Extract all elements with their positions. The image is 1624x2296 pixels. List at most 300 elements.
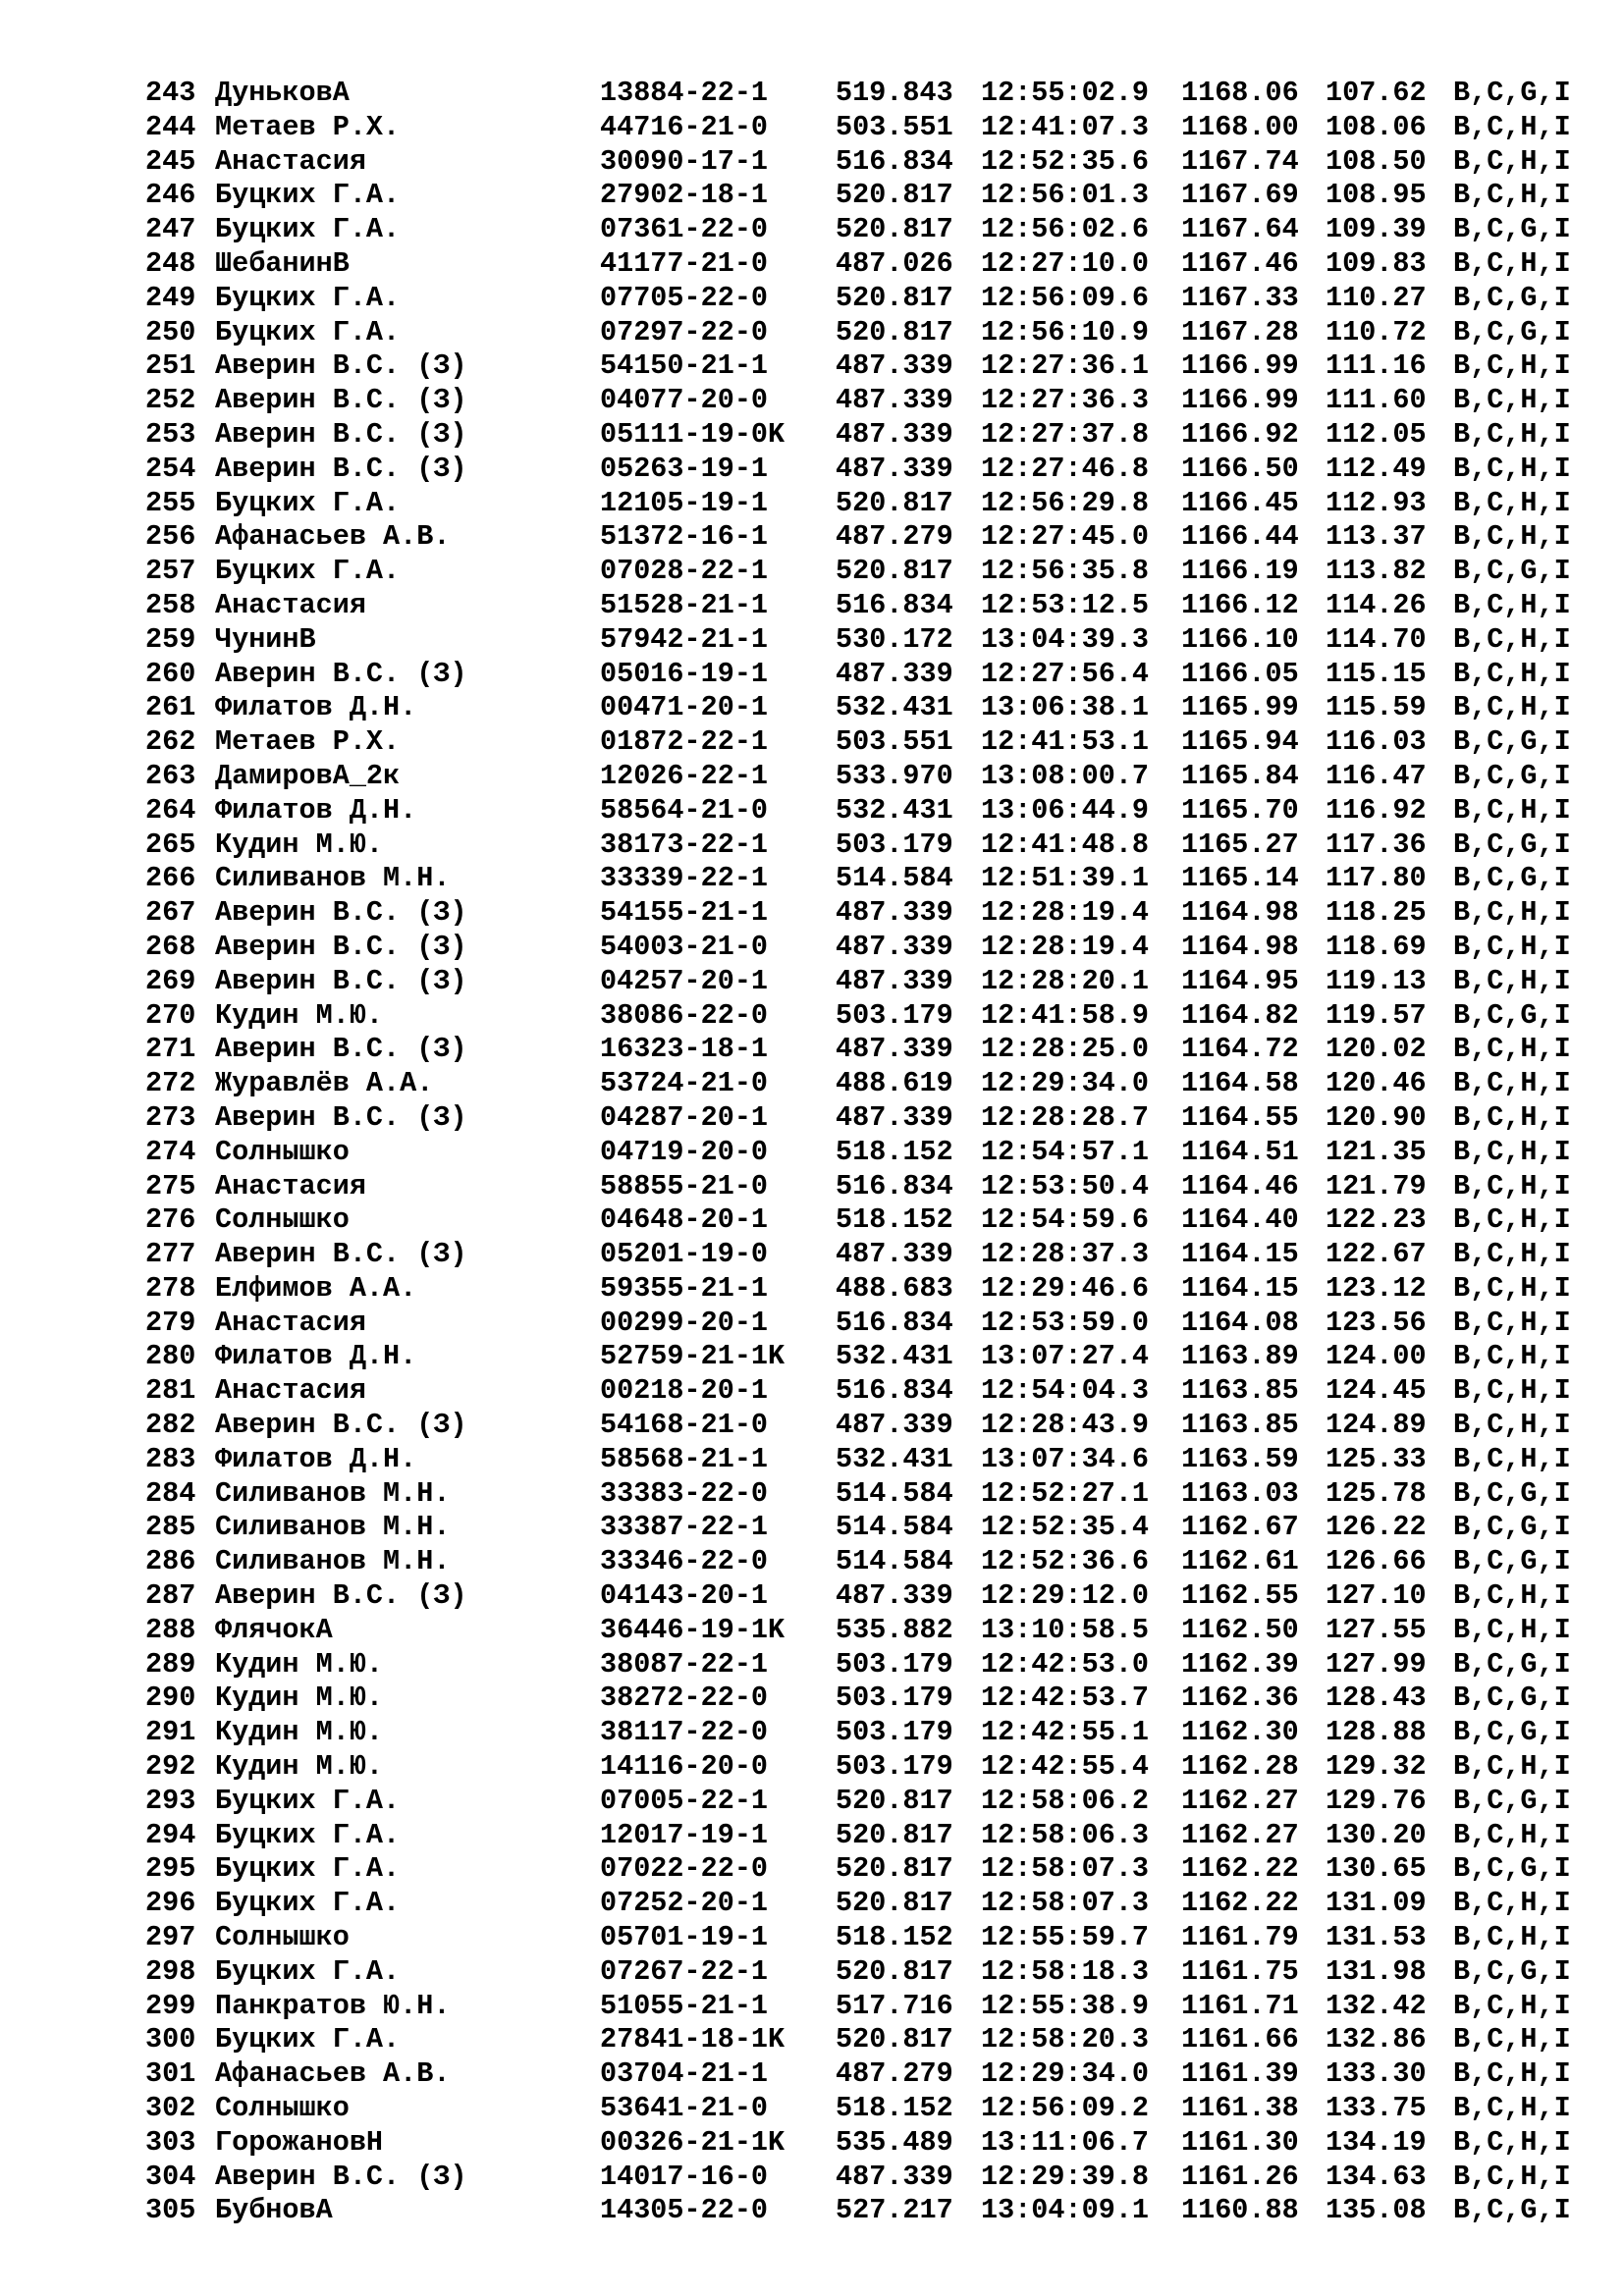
category-flags: B,C,G,I [1453,1954,1571,1988]
speed: 1167.69 [1181,179,1299,212]
speed: 1164.95 [1181,964,1299,997]
points: 123.56 [1326,1306,1427,1339]
distance: 488.683 [836,1271,953,1305]
table-row [145,1579,1591,1614]
speed: 1167.28 [1181,315,1299,348]
points: 111.16 [1326,349,1427,383]
ring-number: 16323-18-1 [600,1033,769,1066]
category-flags: B,C,H,I [1453,657,1571,690]
arrival-time: 12:27:37.8 [981,417,1150,451]
table-row [145,1682,1591,1716]
place-number: 253 [145,417,196,451]
distance: 514.584 [836,1476,953,1510]
speed: 1164.46 [1181,1169,1299,1202]
ring-number: 03704-21-1 [600,2057,769,2091]
ring-number: 54150-21-1 [600,349,769,383]
points: 114.26 [1326,588,1427,621]
ring-number: 54003-21-0 [600,930,769,963]
distance: 514.584 [836,1511,953,1544]
category-flags: B,C,H,I [1453,144,1571,178]
ring-number: 33387-22-1 [600,1511,769,1544]
fancier-name: Буцких Г.А. [215,1954,401,1988]
speed: 1161.39 [1181,2057,1299,2091]
points: 131.98 [1326,1954,1427,1988]
ring-number: 00218-20-1 [600,1374,769,1408]
table-row [145,349,1591,384]
place-number: 305 [145,2194,196,2227]
points: 111.60 [1326,384,1427,417]
fancier-name: Панкратов Ю.Н. [215,1989,451,2022]
category-flags: B,C,H,I [1453,384,1571,417]
ring-number: 51528-21-1 [600,588,769,621]
points: 114.70 [1326,622,1427,656]
ring-number: 07267-22-1 [600,1954,769,1988]
table-row [145,965,1591,999]
category-flags: B,C,G,I [1453,725,1571,759]
table-row [145,1067,1591,1101]
place-number: 286 [145,1545,196,1578]
table-row [145,1340,1591,1374]
distance: 532.431 [836,691,953,724]
points: 121.35 [1326,1135,1427,1168]
category-flags: B,C,G,I [1453,862,1571,895]
arrival-time: 12:27:36.3 [981,384,1150,417]
category-flags: B,C,H,I [1453,2125,1571,2159]
points: 121.79 [1326,1169,1427,1202]
category-flags: B,C,H,I [1453,1442,1571,1475]
speed: 1162.27 [1181,1784,1299,1817]
place-number: 302 [145,2092,196,2125]
table-row [145,828,1591,863]
speed: 1164.72 [1181,1033,1299,1066]
place-number: 270 [145,998,196,1032]
fancier-name: Анастасия [215,1169,366,1202]
speed: 1161.26 [1181,2160,1299,2193]
distance: 503.551 [836,725,953,759]
fancier-name: Кудин М.Ю. [215,998,384,1032]
speed: 1162.61 [1181,1545,1299,1578]
distance: 516.834 [836,144,953,178]
fancier-name: Аверин В.С. (З) [215,1409,467,1442]
ring-number: 12105-19-1 [600,486,769,519]
table-row [145,111,1591,145]
arrival-time: 12:55:02.9 [981,77,1150,109]
place-number: 266 [145,862,196,895]
table-row [145,1955,1591,1990]
table-row [145,179,1591,213]
fancier-name: Анастасия [215,144,366,178]
points: 132.42 [1326,1989,1427,2022]
arrival-time: 12:58:06.2 [981,1784,1150,1817]
points: 134.63 [1326,2160,1427,2193]
points: 128.88 [1326,1716,1427,1749]
category-flags: B,C,H,I [1453,1067,1571,1100]
fancier-name: Буцких Г.А. [215,179,401,212]
category-flags: B,C,G,I [1453,1511,1571,1544]
table-row [145,589,1591,623]
ring-number: 54155-21-1 [600,896,769,930]
table-row [145,282,1591,316]
place-number: 299 [145,1989,196,2022]
ring-number: 04077-20-0 [600,384,769,417]
place-number: 256 [145,520,196,554]
points: 115.59 [1326,691,1427,724]
category-flags: B,C,H,I [1453,2160,1571,2193]
table-row [145,760,1591,794]
fancier-name: Аверин В.С. (З) [215,657,467,690]
place-number: 257 [145,555,196,588]
distance: 520.817 [836,1852,953,1886]
table-row [145,145,1591,180]
table-row [145,2126,1591,2161]
points: 124.45 [1326,1374,1427,1408]
place-number: 303 [145,2125,196,2159]
distance: 487.339 [836,896,953,930]
distance: 514.584 [836,1545,953,1578]
fancier-name: ДамировА_2к [215,759,401,792]
speed: 1160.88 [1181,2194,1299,2227]
arrival-time: 12:58:07.3 [981,1852,1150,1886]
ring-number: 52759-21-1K [600,1340,785,1373]
points: 123.12 [1326,1271,1427,1305]
category-flags: B,C,H,I [1453,1033,1571,1066]
category-flags: B,C,H,I [1453,1238,1571,1271]
speed: 1162.22 [1181,1852,1299,1886]
distance: 518.152 [836,1203,953,1237]
speed: 1165.99 [1181,691,1299,724]
arrival-time: 12:28:19.4 [981,930,1150,963]
place-number: 268 [145,930,196,963]
speed: 1162.28 [1181,1750,1299,1784]
table-row [145,1101,1591,1136]
speed: 1161.75 [1181,1954,1299,1988]
distance: 532.431 [836,1340,953,1373]
ring-number: 51055-21-1 [600,1989,769,2022]
speed: 1166.44 [1181,520,1299,554]
place-number: 259 [145,622,196,656]
ring-number: 38173-22-1 [600,828,769,861]
fancier-name: Солнышко [215,1135,350,1168]
speed: 1162.36 [1181,1682,1299,1715]
ring-number: 27902-18-1 [600,179,769,212]
table-row [145,1238,1591,1272]
table-row [145,896,1591,931]
fancier-name: Буцких Г.А. [215,1818,401,1851]
ring-number: 54168-21-0 [600,1409,769,1442]
place-number: 247 [145,213,196,246]
speed: 1163.89 [1181,1340,1299,1373]
speed: 1164.08 [1181,1306,1299,1339]
place-number: 304 [145,2160,196,2193]
ring-number: 04719-20-0 [600,1135,769,1168]
fancier-name: Аверин В.С. (З) [215,384,467,417]
results-list [145,77,1591,2228]
distance: 487.279 [836,2057,953,2091]
category-flags: B,C,H,I [1453,1169,1571,1202]
distance: 520.817 [836,179,953,212]
fancier-name: Анастасия [215,1306,366,1339]
category-flags: B,C,H,I [1453,486,1571,519]
points: 130.20 [1326,1818,1427,1851]
table-row [145,1443,1591,1477]
fancier-name: Журавлёв А.А. [215,1067,434,1100]
arrival-time: 12:52:35.4 [981,1511,1150,1544]
points: 107.62 [1326,77,1427,109]
ring-number: 01872-22-1 [600,725,769,759]
arrival-time: 12:56:09.6 [981,281,1150,314]
points: 130.65 [1326,1852,1427,1886]
distance: 503.179 [836,828,953,861]
ring-number: 07705-22-0 [600,281,769,314]
category-flags: B,C,H,I [1453,1613,1571,1646]
ring-number: 14305-22-0 [600,2194,769,2227]
fancier-name: Буцких Г.А. [215,555,401,588]
points: 117.80 [1326,862,1427,895]
points: 127.55 [1326,1613,1427,1646]
arrival-time: 12:27:46.8 [981,452,1150,485]
category-flags: B,C,G,I [1453,281,1571,314]
speed: 1165.70 [1181,793,1299,827]
place-number: 255 [145,486,196,519]
category-flags: B,C,H,I [1453,2092,1571,2125]
table-row [145,1374,1591,1409]
points: 127.99 [1326,1647,1427,1681]
ring-number: 04648-20-1 [600,1203,769,1237]
place-number: 251 [145,349,196,383]
ring-number: 00471-20-1 [600,691,769,724]
ring-number: 38086-22-0 [600,998,769,1032]
points: 108.50 [1326,144,1427,178]
place-number: 301 [145,2057,196,2091]
category-flags: B,C,G,I [1453,998,1571,1032]
place-number: 284 [145,1476,196,1510]
arrival-time: 12:52:35.6 [981,144,1150,178]
place-number: 243 [145,77,196,109]
table-row [145,2161,1591,2195]
arrival-time: 12:54:04.3 [981,1374,1150,1408]
points: 128.43 [1326,1682,1427,1715]
ring-number: 07297-22-0 [600,315,769,348]
fancier-name: Солнышко [215,1203,350,1237]
distance: 487.279 [836,520,953,554]
place-number: 294 [145,1818,196,1851]
distance: 503.179 [836,1647,953,1681]
points: 119.57 [1326,998,1427,1032]
arrival-time: 12:51:39.1 [981,862,1150,895]
speed: 1164.98 [1181,930,1299,963]
category-flags: B,C,H,I [1453,1818,1571,1851]
distance: 527.217 [836,2194,953,2227]
fancier-name: Метаев Р.Х. [215,725,401,759]
points: 108.95 [1326,179,1427,212]
arrival-time: 12:42:53.7 [981,1682,1150,1715]
speed: 1161.38 [1181,2092,1299,2125]
points: 118.69 [1326,930,1427,963]
fancier-name: Силиванов М.Н. [215,1476,451,1510]
place-number: 296 [145,1887,196,1920]
table-row [145,1614,1591,1648]
place-number: 276 [145,1203,196,1237]
distance: 487.339 [836,1100,953,1134]
place-number: 258 [145,588,196,621]
distance: 516.834 [836,588,953,621]
arrival-time: 12:42:55.4 [981,1750,1150,1784]
place-number: 291 [145,1716,196,1749]
ring-number: 00326-21-1K [600,2125,785,2159]
distance: 487.339 [836,349,953,383]
arrival-time: 12:27:10.0 [981,246,1150,280]
speed: 1162.39 [1181,1647,1299,1681]
points: 113.82 [1326,555,1427,588]
fancier-name: Буцких Г.А. [215,1887,401,1920]
arrival-time: 12:55:38.9 [981,1989,1150,2022]
fancier-name: Буцких Г.А. [215,213,401,246]
points: 108.06 [1326,110,1427,143]
speed: 1164.82 [1181,998,1299,1032]
ring-number: 33339-22-1 [600,862,769,895]
points: 134.19 [1326,2125,1427,2159]
distance: 518.152 [836,2092,953,2125]
arrival-time: 12:41:07.3 [981,110,1150,143]
fancier-name: Кудин М.Ю. [215,1647,384,1681]
fancier-name: Буцких Г.А. [215,486,401,519]
distance: 535.882 [836,1613,953,1646]
speed: 1165.27 [1181,828,1299,861]
category-flags: B,C,H,I [1453,1374,1571,1408]
fancier-name: ЧунинВ [215,622,316,656]
ring-number: 58564-21-0 [600,793,769,827]
place-number: 298 [145,1954,196,1988]
ring-number: 58855-21-0 [600,1169,769,1202]
ring-number: 13884-22-1 [600,77,769,109]
distance: 503.179 [836,998,953,1032]
place-number: 275 [145,1169,196,1202]
fancier-name: Аверин В.С. (З) [215,1100,467,1134]
arrival-time: 13:07:34.6 [981,1442,1150,1475]
arrival-time: 13:06:44.9 [981,793,1150,827]
speed: 1166.99 [1181,349,1299,383]
category-flags: B,C,H,I [1453,1203,1571,1237]
speed: 1168.00 [1181,110,1299,143]
category-flags: B,C,H,I [1453,1135,1571,1168]
distance: 487.339 [836,452,953,485]
points: 112.49 [1326,452,1427,485]
arrival-time: 12:29:46.6 [981,1271,1150,1305]
table-row [145,487,1591,521]
arrival-time: 12:58:18.3 [981,1954,1150,1988]
speed: 1162.50 [1181,1613,1299,1646]
arrival-time: 12:28:28.7 [981,1100,1150,1134]
category-flags: B,C,H,I [1453,520,1571,554]
distance: 488.619 [836,1067,953,1100]
table-row [145,1750,1591,1785]
table-row [145,1477,1591,1512]
arrival-time: 12:56:09.2 [981,2092,1150,2125]
ring-number: 59355-21-1 [600,1271,769,1305]
ring-number: 58568-21-1 [600,1442,769,1475]
arrival-time: 12:29:39.8 [981,2160,1150,2193]
category-flags: B,C,H,I [1453,896,1571,930]
points: 122.23 [1326,1203,1427,1237]
place-number: 261 [145,691,196,724]
fancier-name: Кудин М.Ю. [215,1716,384,1749]
place-number: 244 [145,110,196,143]
arrival-time: 12:28:25.0 [981,1033,1150,1066]
speed: 1167.74 [1181,144,1299,178]
points: 116.92 [1326,793,1427,827]
points: 113.37 [1326,520,1427,554]
category-flags: B,C,H,I [1453,691,1571,724]
table-row [145,555,1591,589]
distance: 503.179 [836,1716,953,1749]
distance: 520.817 [836,1954,953,1988]
fancier-name: Анастасия [215,1374,366,1408]
place-number: 274 [145,1135,196,1168]
place-number: 269 [145,964,196,997]
speed: 1168.06 [1181,77,1299,109]
arrival-time: 13:06:38.1 [981,691,1150,724]
table-row [145,1136,1591,1170]
arrival-time: 13:04:39.3 [981,622,1150,656]
fancier-name: Силиванов М.Н. [215,1511,451,1544]
place-number: 246 [145,179,196,212]
category-flags: B,C,H,I [1453,452,1571,485]
speed: 1163.85 [1181,1374,1299,1408]
points: 133.75 [1326,2092,1427,2125]
points: 115.15 [1326,657,1427,690]
points: 124.89 [1326,1409,1427,1442]
speed: 1165.84 [1181,759,1299,792]
arrival-time: 12:58:20.3 [981,2023,1150,2056]
fancier-name: Аверин В.С. (З) [215,1033,467,1066]
points: 127.10 [1326,1579,1427,1613]
points: 135.08 [1326,2194,1427,2227]
arrival-time: 12:28:37.3 [981,1238,1150,1271]
fancier-name: Буцких Г.А. [215,315,401,348]
fancier-name: Кудин М.Ю. [215,1750,384,1784]
ring-number: 07028-22-1 [600,555,769,588]
distance: 530.172 [836,622,953,656]
table-row [145,384,1591,418]
ring-number: 14116-20-0 [600,1750,769,1784]
fancier-name: ГорожановН [215,2125,384,2159]
arrival-time: 12:58:06.3 [981,1818,1150,1851]
place-number: 271 [145,1033,196,1066]
speed: 1167.33 [1181,281,1299,314]
points: 109.39 [1326,213,1427,246]
place-number: 250 [145,315,196,348]
speed: 1162.30 [1181,1716,1299,1749]
category-flags: B,C,G,I [1453,77,1571,109]
place-number: 267 [145,896,196,930]
points: 131.09 [1326,1887,1427,1920]
table-row [145,1409,1591,1443]
arrival-time: 12:53:12.5 [981,588,1150,621]
distance: 503.179 [836,1750,953,1784]
distance: 487.339 [836,1238,953,1271]
ring-number: 53641-21-0 [600,2092,769,2125]
fancier-name: Силиванов М.Н. [215,1545,451,1578]
ring-number: 36446-19-1K [600,1613,785,1646]
category-flags: B,C,H,I [1453,2023,1571,2056]
place-number: 254 [145,452,196,485]
table-row [145,1648,1591,1682]
category-flags: B,C,G,I [1453,1716,1571,1749]
points: 109.83 [1326,246,1427,280]
category-flags: B,C,G,I [1453,315,1571,348]
table-row [145,691,1591,725]
distance: 532.431 [836,1442,953,1475]
